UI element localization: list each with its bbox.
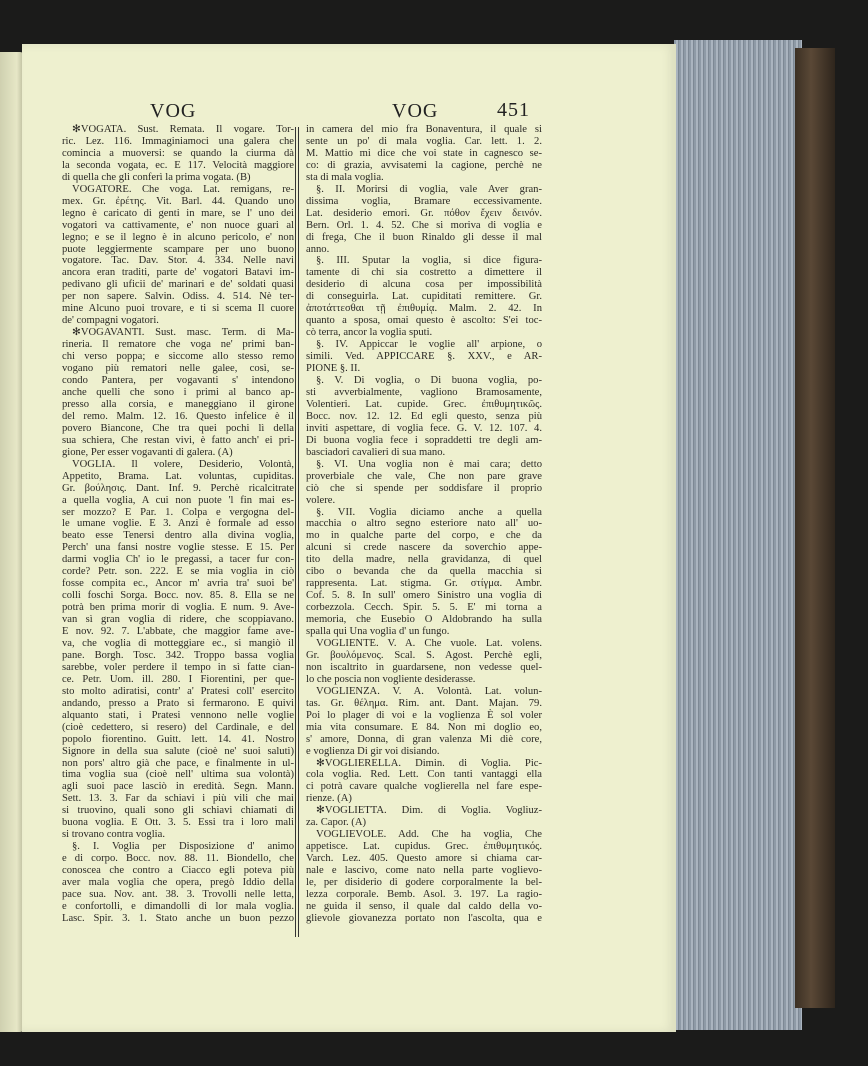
text-line: ✻VOGAVANTI. Sust. masc. Term. di Ma- <box>72 327 294 339</box>
text-line: popolo fiorentino. Guitt. lett. 14. 41. Nostro <box>62 733 294 745</box>
right-column <box>306 124 542 925</box>
text-line: chi verso poppa; e siccome allo stesso remo <box>62 351 294 363</box>
text-line: e confortolli, e dimandolli di lor mala voglia. <box>62 900 294 912</box>
dictionary-entry <box>306 507 542 638</box>
dictionary-entry <box>62 184 294 327</box>
text-line: pane. Borgh. Tosc. 342. Troppo bassa voglia <box>62 649 294 661</box>
text-line: Poi lo plager di voi e la voglienza È sol voler <box>306 709 542 721</box>
text-line: povero Biancone, Che tra quei pochi lì della <box>62 422 294 434</box>
text-line: Signore in della sua salute (cioè ne' suoi saluti) <box>62 745 294 757</box>
text-line: anche quelli che sono i primi al banco ap- <box>62 386 294 398</box>
text-line: corde? Petr. son. 222. E se mia voglia in ciò <box>62 566 294 578</box>
text-line: rineria. Il rematore che voga ne' primi ban- <box>62 339 294 351</box>
text-line: sente un po' di mala voglia. Car. lett. 1. 2. <box>306 135 542 147</box>
text-line: legno; e se il legno è in alcuno pericolo, e' non <box>62 231 294 243</box>
text-line: sua schiera, Che restan vivi, è fatto anch' ei pri- <box>62 434 294 446</box>
dictionary-entry <box>306 459 542 507</box>
text-line: sarebbe, voler perdere il tempo in sì fatte cian- <box>62 661 294 673</box>
text-line: mia vita consumare. E 84. Non mi doglio eo, <box>306 721 542 733</box>
text-line: mex. Gr. ἐρέτης. Vit. Barl. 44. Quando uno <box>62 195 294 207</box>
text-line: andando, presso a Prato si fermarono. E quivi <box>62 697 294 709</box>
dictionary-entry <box>306 686 542 758</box>
text-line: cola voglia. Red. Lett. Con tanti vantaggi ella <box>306 769 542 781</box>
text-line: dissima voglia, Bramare eccessivamente. <box>306 195 542 207</box>
text-line: simili. Ved. APPICCARE §. XXV., e AR- <box>306 351 542 363</box>
text-line: §. VI. Una voglia non è mai cara; detto <box>316 458 542 470</box>
text-line: macchia o altro segno esteriore nato all' uo- <box>306 518 542 530</box>
text-line: Cof. 5. 8. In sull' omero Sinistro una voglia di <box>306 590 542 602</box>
text-line: non pors' altro già che pace, e finalmente in ul- <box>62 757 294 769</box>
dictionary-entry <box>306 339 542 375</box>
text-line: corbezzola. Cecch. Spir. 5. 5. E' mi torna a <box>306 602 542 614</box>
text-line: buona voglia. E Ott. 3. 5. Essi tra i loro mali <box>62 817 294 829</box>
page-number: 451 <box>497 99 530 121</box>
text-line: Lat. desiderio emori. Gr. πόθον ἔχειν δεινόν. <box>306 207 542 219</box>
text-line: rienze. (A) <box>306 793 352 805</box>
text-line: §. III. Sputar la voglia, si dice figura- <box>316 255 542 267</box>
text-line: proverbiale che vale, Che non pare grave <box>306 470 542 482</box>
facing-page-edge <box>0 52 24 1032</box>
text-line: ser mozzo? E Par. 1. Colpa e vergogna del- <box>62 506 294 518</box>
text-line: ancora eran traditi, parte de' vogatori Batavi im- <box>62 267 294 279</box>
text-line: aver mala voglia che opera, pregò Iddio della <box>62 877 294 889</box>
dictionary-entry <box>306 375 542 459</box>
text-line: a quella voglia, A cui non puote 'l fin mai es- <box>62 494 294 506</box>
text-line: rappresenta. Lat. stigma. Gr. στίγμα. Ambr. <box>306 578 542 590</box>
page-edges <box>674 40 802 1030</box>
text-line: VOGATORE. Che voga. Lat. remigans, re- <box>72 183 294 195</box>
running-head-left: VOG <box>150 100 197 122</box>
dictionary-entry <box>306 758 542 806</box>
text-line: per non sapere. Salvin. Odiss. 4. 514. Nè ter- <box>62 291 294 303</box>
book-cover <box>795 48 835 1008</box>
text-line: §. I. Voglia per Disposizione d' animo <box>72 841 294 853</box>
text-line: Varch. Lez. 405. Questo amore si chiama car- <box>306 853 542 865</box>
text-line: tamente di chi sia costretto a dimettere il <box>306 267 542 279</box>
text-line: van sì gran voglia di ridere, che scoppiavano. <box>62 614 294 626</box>
text-line: potrà ben prima morir di voglia. E num. 9. Ave- <box>62 602 294 614</box>
text-line: ✻VOGLIETTA. Dim. di Voglia. Vogliuz- <box>316 805 542 817</box>
column-rule <box>295 127 299 937</box>
text-line: le umane voglie. E 3. Anzi è formale ad esso <box>62 518 294 530</box>
text-line: (cioè cedettero, si resero) del Cardinale, e del <box>62 721 294 733</box>
text-line: legno è caricato di genti in mare, se l' uno dei <box>62 207 294 219</box>
dictionary-entry <box>62 124 294 184</box>
dictionary-entry <box>62 459 294 842</box>
text-line: basciadori cavalieri di sua mano. <box>306 446 446 458</box>
text-line: ci potrà cavare qualche voglierella nel fare espe- <box>306 781 542 793</box>
text-line: Gr. βουλόμενος. Scal. S. Agost. Perchè egli, <box>306 649 542 661</box>
text-line: VOGLIA. Il volere, Desiderio, Volontà, <box>72 458 294 470</box>
text-line: spalla qui Una voglia d' un fungo. <box>306 626 450 638</box>
text-line: quanto a sposa, omai questo è ascolto: S'ei toc- <box>306 315 542 327</box>
text-line: le, per disiderio di godere corporalmente la bel- <box>306 877 542 889</box>
text-line: gione, Per esser vogavanti di galera. (A) <box>62 446 233 458</box>
text-line: si trovano contra voglia. <box>62 829 165 841</box>
text-line: e voglienza Di gir voi disiando. <box>306 745 440 757</box>
text-line: memoria, che Eusebio O Aldobrando ha sulla <box>306 614 542 626</box>
dictionary-entry <box>306 805 542 829</box>
text-line: VOGLIENTE. V. A. Che vuole. Lat. volens. <box>316 637 542 649</box>
dictionary-entry <box>306 829 542 925</box>
text-line: inviti aspettare, di voglia fece. G. V. 12. 107. 4. <box>306 422 542 434</box>
text-line: cò terra, ancor la voglia sputi. <box>306 327 433 339</box>
text-line: glievole giovanezza portato non l'ascolta, qua e <box>306 912 542 924</box>
text-line: si truovino, quali sono gli schiavi chiamati di <box>62 805 294 817</box>
text-line: §. II. Morirsi di voglia, vale Aver gran- <box>316 183 542 195</box>
text-line: cibo o bevanda che da quella macchia si <box>306 566 542 578</box>
text-line: ἀποτάττεσθαι τῇ ἐπιθυμίᾳ. Malm. 2. 42. In <box>306 303 542 315</box>
text-line: co: di grazia, avvisatemi la cagione, perchè ne <box>306 159 542 171</box>
text-line: colli foschi Sorga. Bocc. nov. 85. 8. Ella se ne <box>62 590 294 602</box>
text-line: fosse compita ec., Ancor m' avria tra' suoi be' <box>62 578 294 590</box>
text-line: tas. Gr. θέλημα. Rim. ant. Dant. Majan. 79. <box>306 697 542 709</box>
text-line: tima voglia sua (cioè nell' ultima sua volontà) <box>62 769 294 781</box>
text-line: ✻VOGLIERELLA. Dimin. di Voglia. Pic- <box>316 757 542 769</box>
text-line: ✻VOGATA. Sust. Remata. Il vogare. Tor- <box>72 124 294 135</box>
text-line: ciò che si spende per soddisfare il proprio <box>306 482 542 494</box>
text-line: del remo. Malm. 12. 16. Questo infelice è il <box>62 410 294 422</box>
text-line: pace sua. Nov. ant. 38. 3. Trovolli nelle letta, <box>62 889 294 900</box>
text-line: vogano più rematori nelle galee, così, se- <box>62 363 294 375</box>
text-line: in camera del mio fra Bonaventura, il quale si <box>306 124 542 135</box>
text-line: sti avverbialmente, vagliono Bramosamente, <box>306 386 542 398</box>
text-line: darmi voglia Ch' io le pregassi, a tacer fur con- <box>62 554 294 566</box>
text-line: VOGLIEVOLE. Add. Che ha voglia, Che <box>316 829 542 841</box>
dictionary-entry <box>306 255 542 339</box>
text-line: Gr. βούλησις. Dant. Inf. 9. Perchè ricalcitrate <box>62 482 294 494</box>
text-line: alcuni si crede nascere da soverchio appe- <box>306 542 542 554</box>
text-line: Perch' una fansi nostre voglie stesse. E 15. Per <box>62 542 294 554</box>
text-line: s' amore, Donna, di gran valenza Mi diè core, <box>306 733 542 745</box>
text-line: Sett. 13. 3. Far da schiavi i più vili che mai <box>62 793 294 805</box>
text-line: conoscea che contro a Ciacco egli poteva più <box>62 865 294 877</box>
text-line: vogatori va cattivamente, e' non nuoce guari al <box>62 219 294 231</box>
text-line: de' compagni vogatori. <box>62 315 159 327</box>
text-line: pedivano gli uficii de' marinari e de' soldati quasi <box>62 279 294 291</box>
text-line: sta di mala voglia. <box>306 171 384 183</box>
dictionary-entry <box>62 327 294 458</box>
dictionary-entry <box>62 841 294 925</box>
text-line: di frega, Che il buon Rinaldo gli desse il mal <box>306 231 542 243</box>
text-line: desiderio di alcuna cosa per impossibilità <box>306 279 542 291</box>
text-line: PIONE §. II. <box>306 363 361 375</box>
text-line: ric. Lez. 116. Immaginiamoci una galera che <box>62 135 294 147</box>
dictionary-entry <box>306 124 542 184</box>
text-line: appetisce. Lat. cupidus. Grec. ἐπιθυμητικός. <box>306 841 542 853</box>
text-line: mine Alcuno puoi trovare, e ti si scema Il cuore <box>62 303 294 315</box>
text-line: E nov. 92. 7. L'abbate, che maggior fame ave- <box>62 626 294 638</box>
text-line: puote leggiermente scampare per uno buono <box>62 243 294 255</box>
text-line: condo Pantera, per vogavanti s' intendono <box>62 375 294 387</box>
text-line: za. Capor. (A) <box>306 817 367 829</box>
text-line: §. IV. Appiccar le voglie all' arpione, o <box>316 339 542 351</box>
text-line: alquanto stati, i Pratesi vennono nelle voglie <box>62 709 294 721</box>
dictionary-entry <box>306 638 542 686</box>
text-line: vogatore. Tac. Dav. Stor. 4. 334. Nelle navi <box>62 255 294 267</box>
text-line: beato esse Tenersi dentro alla divina voglia, <box>62 530 294 542</box>
text-line: mo in qualche parte del corpo, e che da <box>306 530 542 542</box>
text-line: agli suoi pace lasciò in eredità. Segn. Mann. <box>62 781 294 793</box>
text-line: presso alla corsia, e maneggiano il girone <box>62 398 294 410</box>
text-line: sto molto adiratisi, contr' a' Pratesi coll' esercito <box>62 685 294 697</box>
left-column <box>62 124 294 925</box>
text-line: lo che poscia non vogliente desiderasse. <box>306 673 476 685</box>
text-line: di conseguirla. Lat. cupiditati remittere. Gr. <box>306 291 542 303</box>
text-line: nale e lascivo, come nato nella parte voglievo- <box>306 865 542 877</box>
text-line: volere. <box>306 494 336 506</box>
text-line: lezza corporale. Bemb. Asol. 3. 197. La ragio- <box>306 889 542 900</box>
text-line: tito della madre, nella gravidanza, di quel <box>306 554 542 566</box>
text-line: Bocc. nov. 12. 12. Ed egli questo, senza più <box>306 410 542 422</box>
text-line: Lasc. Spir. 3. 1. Stato anche un buon pezzo <box>62 912 294 924</box>
text-line: Appetito, Brama. Lat. voluntas, cupiditas. <box>62 470 294 482</box>
text-line: ce. Petr. Uom. ill. 280. I Fiorentini, per que- <box>62 673 294 685</box>
text-line: ne guida il senso, il quale dal caldo della vo- <box>306 900 542 912</box>
text-line: M. Mattio mi dice che voi state in cagnesco se- <box>306 147 542 159</box>
text-line: §. V. Di voglia, o Di buona voglia, po- <box>316 375 542 387</box>
text-line: Bern. Orl. 1. 4. 52. Che si moriva di voglia e <box>306 219 542 231</box>
text-line: anno. <box>306 243 330 255</box>
dictionary-entry <box>306 184 542 256</box>
text-line: Volentieri. Lat. cupide. Grec. ἐπιθυμητικῶς. <box>306 398 542 410</box>
text-line: di quella che gli conferì la prima vogata. (B) <box>62 171 251 183</box>
text-line: §. VII. Voglia diciamo anche a quella <box>316 506 542 518</box>
text-line: e di corpo. Bocc. nov. 88. 11. Biondello, che <box>62 853 294 865</box>
text-line: va, che voglia di motteggiare ec., si mangiò il <box>62 637 294 649</box>
text-line: VOGLIENZA. V. A. Volontà. Lat. volun- <box>316 685 542 697</box>
text-line: non iscaltrito in guardarsene, non vedesse quel- <box>306 661 542 673</box>
running-head-right: VOG <box>392 100 439 122</box>
text-line: comincia a muoversi: se quando la ciurma dà <box>62 147 294 159</box>
text-line: la seconda vogata, ec. E 117. Velocità maggiore <box>62 159 294 171</box>
text-line: Di buona voglia fece i sopraddetti tre degli am- <box>306 434 542 446</box>
